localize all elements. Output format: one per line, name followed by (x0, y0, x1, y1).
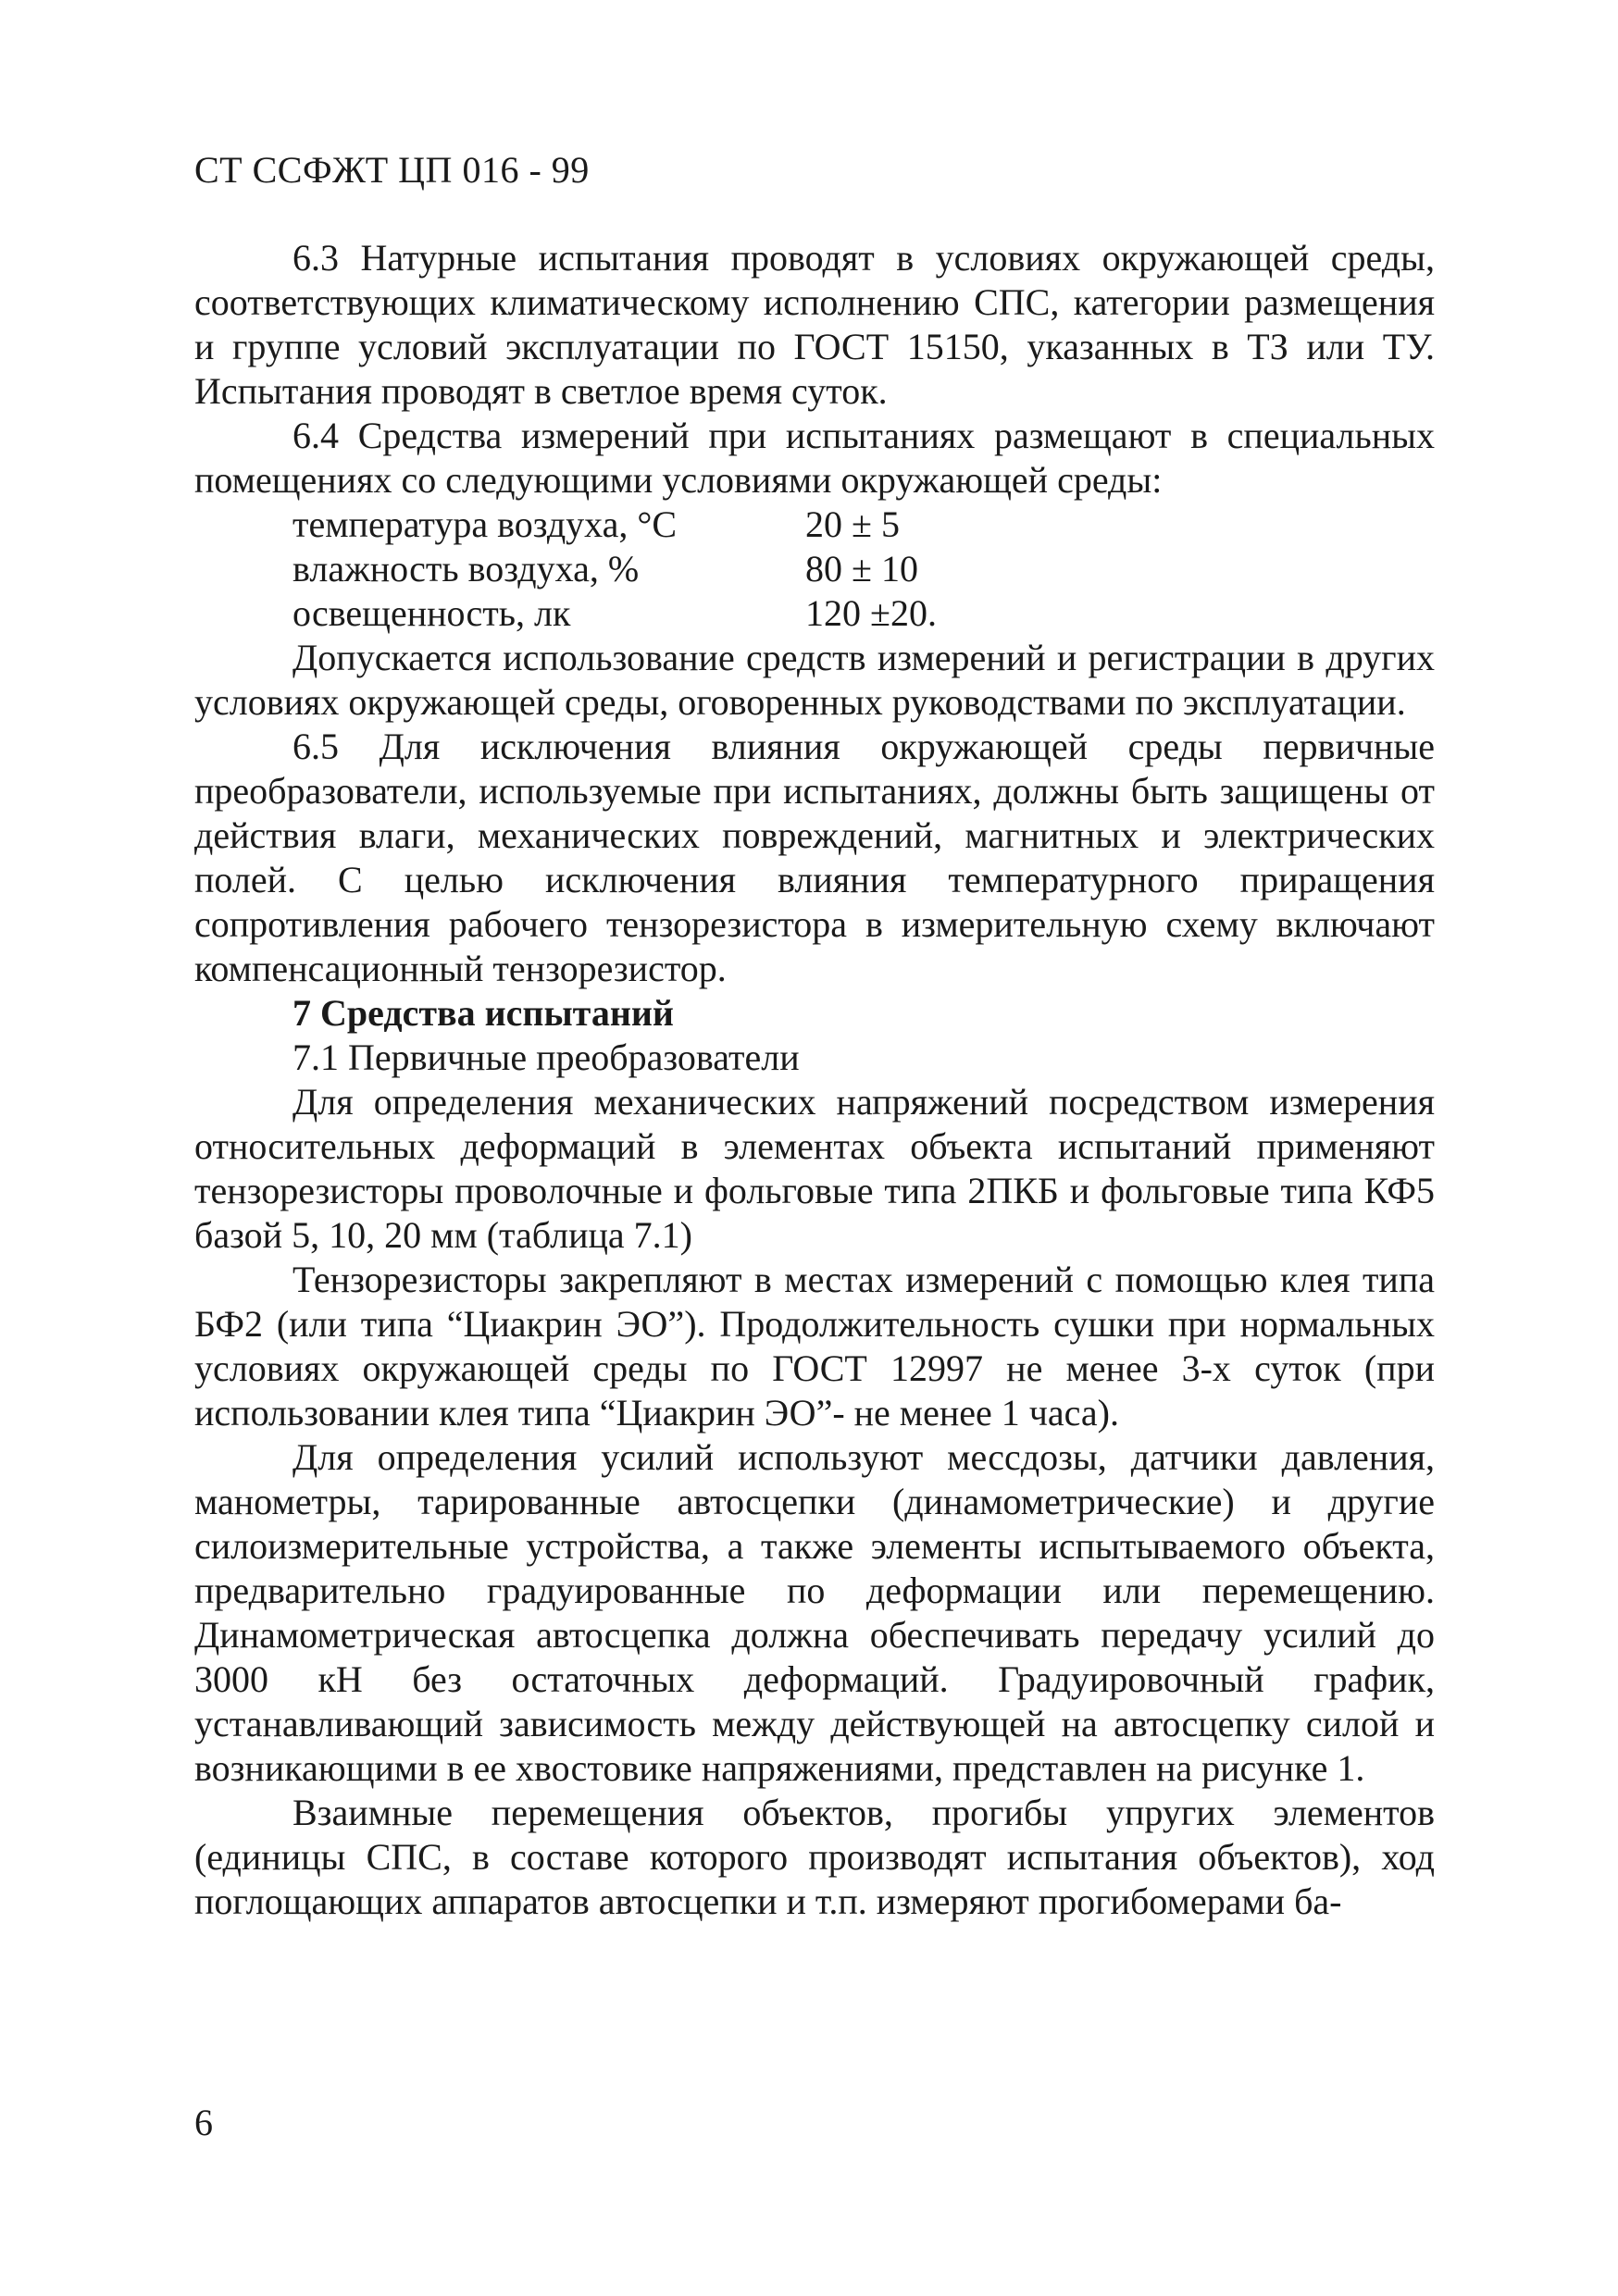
subsection-7-1-title: 7.1 Первичные преобразователи (292, 1036, 800, 1078)
condition-value: 120 ±20. (805, 592, 937, 634)
paragraph-7-1-c: Для определения усилий используют мессдозы, датчики давления, манометры, тарированные автосцепки (динамометрические) и другие силоизмерительные устройства, а также элементы испытываемого объекта, предварительно градуированные по деформации или перемещению. Динамометрическая автосцепка должна обеспечивать передачу усилий до 3000 кН без остаточных деформаций. Градуировочный график, устанавливающий зависимость между действующей на автосцепку силой и возникающими в ее хвостовике напряжениями, представлен на рисунке 1. (194, 1436, 1435, 1789)
section-7-title: 7 Средства испытаний (292, 992, 674, 1034)
condition-item (194, 503, 1435, 547)
paragraph-7-1-b: Тензорезисторы закрепляют в местах измерений с помощью клея типа БФ2 (или типа “Циакрин ЭО”). Продолжительность сушки при нормальных условиях окружающей среды по ГОСТ 12997 не менее 3-х суток (при использовании клея типа “Циакрин ЭО”- не менее 1 часа). (194, 1259, 1435, 1433)
document-header: СТ ССФЖТ ЦП 016 - 99 (194, 149, 590, 191)
condition-value: 80 ± 10 (805, 548, 918, 590)
condition-name: освещенность, лк (292, 592, 571, 634)
paragraph-7-1-d: Взаимные перемещения объектов, прогибы упругих элементов (единицы СПС, в составе которого производят испытания объектов), ход поглощающих аппаратов автосцепки и т.п. измеряют прогибомерами ба- (194, 1792, 1435, 1922)
condition-name: влажность воздуха, % (292, 548, 640, 590)
paragraph-7-1-a: Для определения механических напряжений посредством измерения относительных деформаций в элементах объекта испытаний применяют тензорезисторы проволочные и фольговые типа 2ПКБ и фольговые типа КФ5 базой 5, 10, 20 мм (таблица 7.1) (194, 1081, 1435, 1256)
page-number: 6 (194, 2102, 213, 2143)
condition-item (194, 547, 1435, 591)
condition-name: температура воздуха, °С (292, 503, 678, 545)
conditions-list (194, 503, 1435, 636)
paragraph-6-3: 6.3 Натурные испытания проводят в условиях окружающей среды, соответствующих климатическому исполнению СПС, категории размещения и группе условий эксплуатации по ГОСТ 15150, указанных в ТЗ или ТУ. Испытания проводят в светлое время суток. (194, 237, 1435, 412)
paragraph-6-4: 6.4 Средства измерений при испытаниях размещают в специальных помещениях со следующими условиями окружающей среды: (194, 415, 1435, 501)
paragraph-6-5: 6.5 Для исключения влияния окружающей среды первичные преобразователи, используемые при испытаниях, должны быть защищены от действия влаги, механических повреждений, магнитных и электрических полей. С целью исключения влияния температурного приращения сопротивления рабочего тензорезистора в измерительную схему включают компенсационный тензорезистор. (194, 726, 1435, 989)
document-body (194, 236, 1435, 1924)
paragraph-6-4-note: Допускается использование средств измерений и регистрации в других условиях окружающей среды, оговоренных руководствами по эксплуатации. (194, 637, 1435, 723)
condition-value: 20 ± 5 (805, 503, 900, 545)
condition-item (194, 591, 1435, 636)
